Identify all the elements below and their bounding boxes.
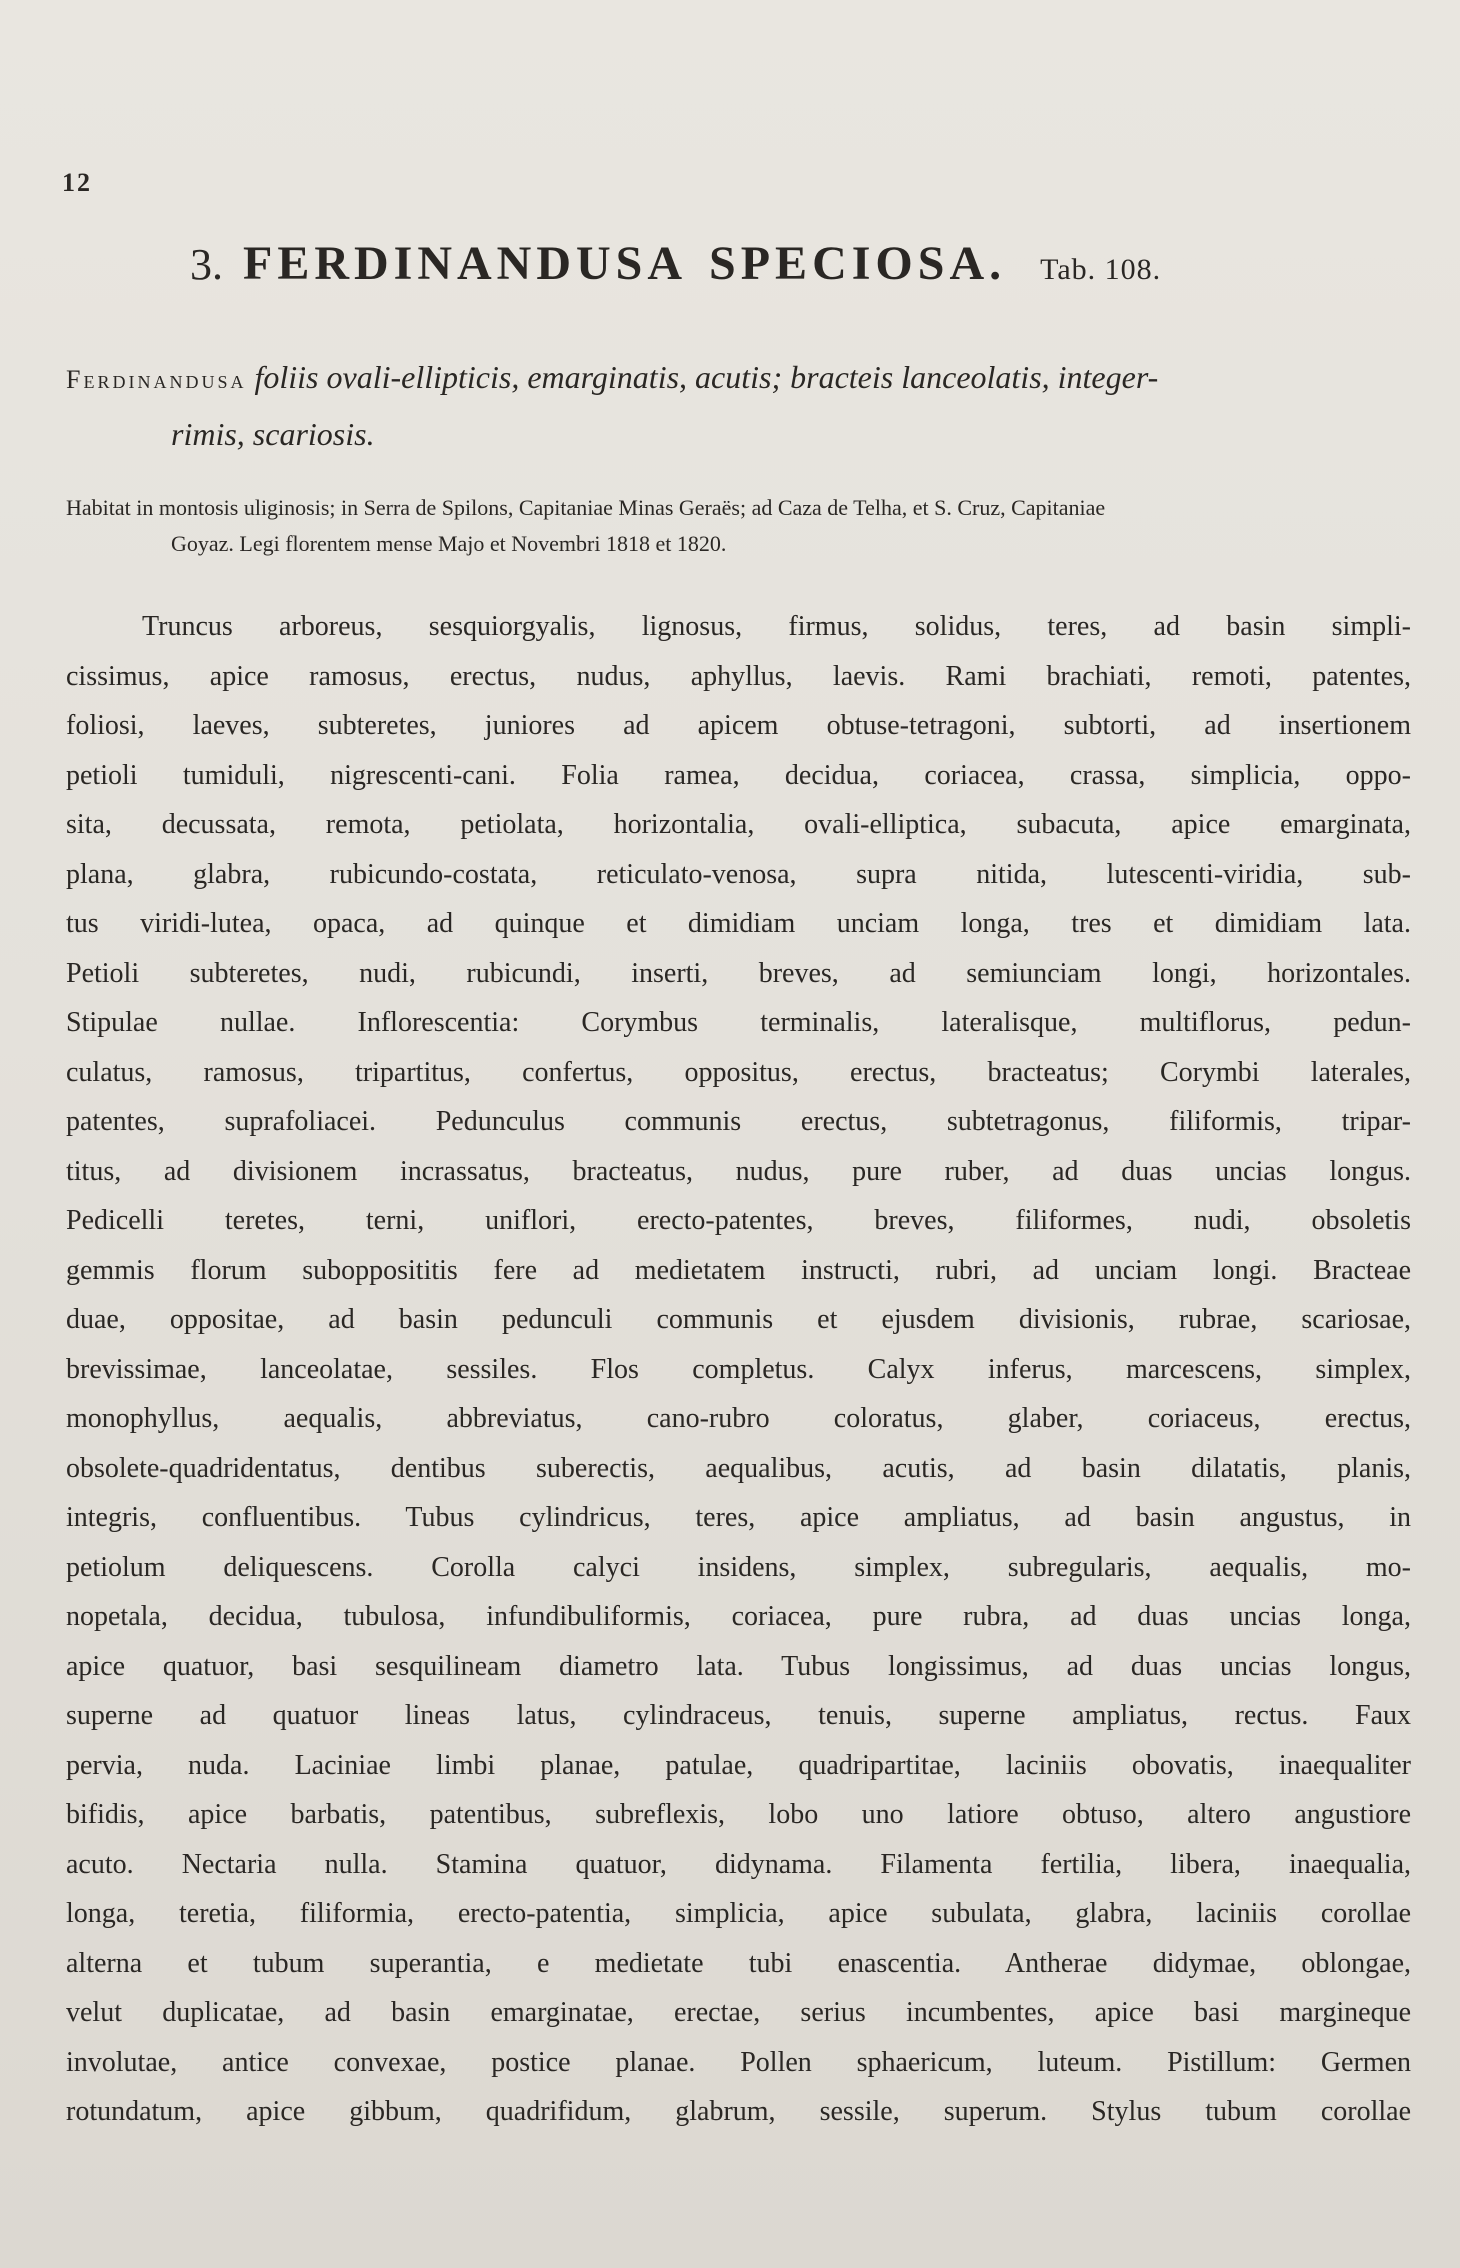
description-line: tus viridi-lutea, opaca, ad quinque et dimidiam unciam longa, tres et dimidiam lata. — [66, 908, 1411, 939]
description-line: nopetala, decidua, tubulosa, infundibuliformis, coriacea, pure rubra, ad duas uncias longa, — [66, 1601, 1411, 1632]
description-line: patentes, suprafoliacei. Pedunculus communis erectus, subtetragonus, filiformis, tripar- — [66, 1106, 1411, 1137]
description-line: titus, ad divisionem incrassatus, bracteatus, nudus, pure ruber, ad duas uncias longus. — [66, 1155, 1411, 1187]
description-line: pervia, nuda. Laciniae limbi planae, patulae, quadripartitae, laciniis obovatis, inaequaliter — [66, 1749, 1411, 1781]
description-line: Petioli subteretes, nudi, rubicundi, inserti, breves, ad semiunciam longi, horizontales. — [66, 957, 1411, 989]
species-heading — [190, 236, 1330, 291]
description-line: longa, teretia, filiformia, erecto-patentia, simplicia, apice subulata, glabra, laciniis corollae — [66, 1898, 1411, 1929]
description-line: culatus, ramosus, tripartitus, confertus, oppositus, erectus, bracteatus; Corymbi laterales, — [66, 1056, 1411, 1088]
description-line: Pedicelli teretes, terni, uniflori, erecto-patentes, breves, filiformes, nudi, obsoletis — [66, 1205, 1411, 1236]
description-line: gemmis florum subopposititis fere ad medietatem instructi, rubri, ad unciam longi. Bracteae — [66, 1254, 1411, 1286]
description-body — [66, 602, 1411, 2137]
diagnosis-genus: Ferdinandusa — [66, 365, 247, 394]
description-line: rotundatum, apice gibbum, quadrifidum, glabrum, sessile, superum. Stylus tubum corollae — [66, 2096, 1411, 2127]
description-line: duae, oppositae, ad basin pedunculi communis et ejusdem divisionis, rubrae, scariosae, — [66, 1304, 1411, 1335]
habitat-line1: Habitat in montosis uliginosis; in Serra de Spilons, Capitaniae Minas Geraës; ad Caza de Telha, et S. Cruz, Capitaniae — [66, 495, 1106, 520]
plate-reference: Tab. 108. — [1040, 253, 1162, 286]
habitat — [66, 490, 1411, 562]
description-line: Truncus arboreus, sesquiorgyalis, lignosus, firmus, solidus, teres, ad basin simpli- — [142, 611, 1411, 642]
description-line: sita, decussata, remota, petiolata, horizontalia, ovali-elliptica, subacuta, apice emarginata, — [66, 809, 1411, 840]
genus-title: FERDINANDUSA — [243, 237, 688, 290]
description-line: cissimus, apice ramosus, erectus, nudus, aphyllus, laevis. Rami brachiati, remoti, patentes, — [66, 660, 1411, 692]
diagnosis-text-line2: rimis, scariosis. — [171, 416, 375, 452]
description-line: Stipulae nullae. Inflorescentia: Corymbus terminalis, lateralisque, multiflorus, pedun- — [66, 1007, 1411, 1038]
description-line: brevissimae, lanceolatae, sessiles. Flos completus. Calyx inferus, marcescens, simplex, — [66, 1353, 1411, 1385]
description-line: obsolete-quadridentatus, dentibus suberectis, aequalibus, acutis, ad basin dilatatis, planis, — [66, 1452, 1411, 1484]
description-line: monophyllus, aequalis, abbreviatus, cano-rubro coloratus, glaber, coriaceus, erectus, — [66, 1403, 1411, 1434]
description-line: integris, confluentibus. Tubus cylindricus, teres, apice ampliatus, ad basin angustus, in — [66, 1502, 1411, 1533]
description-line: alterna et tubum superantia, e medietate tubi enascentia. Antherae didymae, oblongae, — [66, 1947, 1411, 1979]
description-line: bifidis, apice barbatis, patentibus, subreflexis, lobo uno latiore obtuso, altero angustiore — [66, 1799, 1411, 1830]
description-line: superne ad quatuor lineas latus, cylindraceus, tenuis, superne ampliatus, rectus. Faux — [66, 1700, 1411, 1731]
diagnosis-text-line1: foliis ovali-ellipticis, emarginatis, acutis; bracteis lanceolatis, integer- — [254, 359, 1159, 395]
description-line: plana, glabra, rubicundo-costata, reticulato-venosa, supra nitida, lutescenti-viridia, sub- — [66, 858, 1411, 890]
description-line: petiolum deliquescens. Corolla calyci insidens, simplex, subregularis, aequalis, mo- — [66, 1551, 1411, 1583]
description-line: involutae, antice convexae, postice planae. Pollen sphaericum, luteum. Pistillum: Germen — [66, 2046, 1411, 2078]
description-line: apice quatuor, basi sesquilineam diametro lata. Tubus longissimus, ad duas uncias longus, — [66, 1650, 1411, 1682]
page-number: 12 — [62, 168, 92, 197]
species-number: 3. — [190, 240, 223, 289]
species-title: SPECIOSA. — [709, 237, 1007, 290]
diagnosis — [66, 350, 1411, 461]
description-line: petioli tumiduli, nigrescenti-cani. Folia ramea, decidua, coriacea, crassa, simplicia, oppo- — [66, 759, 1411, 791]
description-line: velut duplicatae, ad basin emarginatae, erectae, serius incumbentes, apice basi margineque — [66, 1997, 1411, 2028]
habitat-line2: Goyaz. Legi florentem mense Majo et Novembri 1818 et 1820. — [171, 531, 727, 556]
description-line: acuto. Nectaria nulla. Stamina quatuor, didynama. Filamenta fertilia, libera, inaequalia, — [66, 1848, 1411, 1880]
description-line: foliosi, laeves, subteretes, juniores ad apicem obtuse-tetragoni, subtorti, ad insertionem — [66, 710, 1411, 741]
